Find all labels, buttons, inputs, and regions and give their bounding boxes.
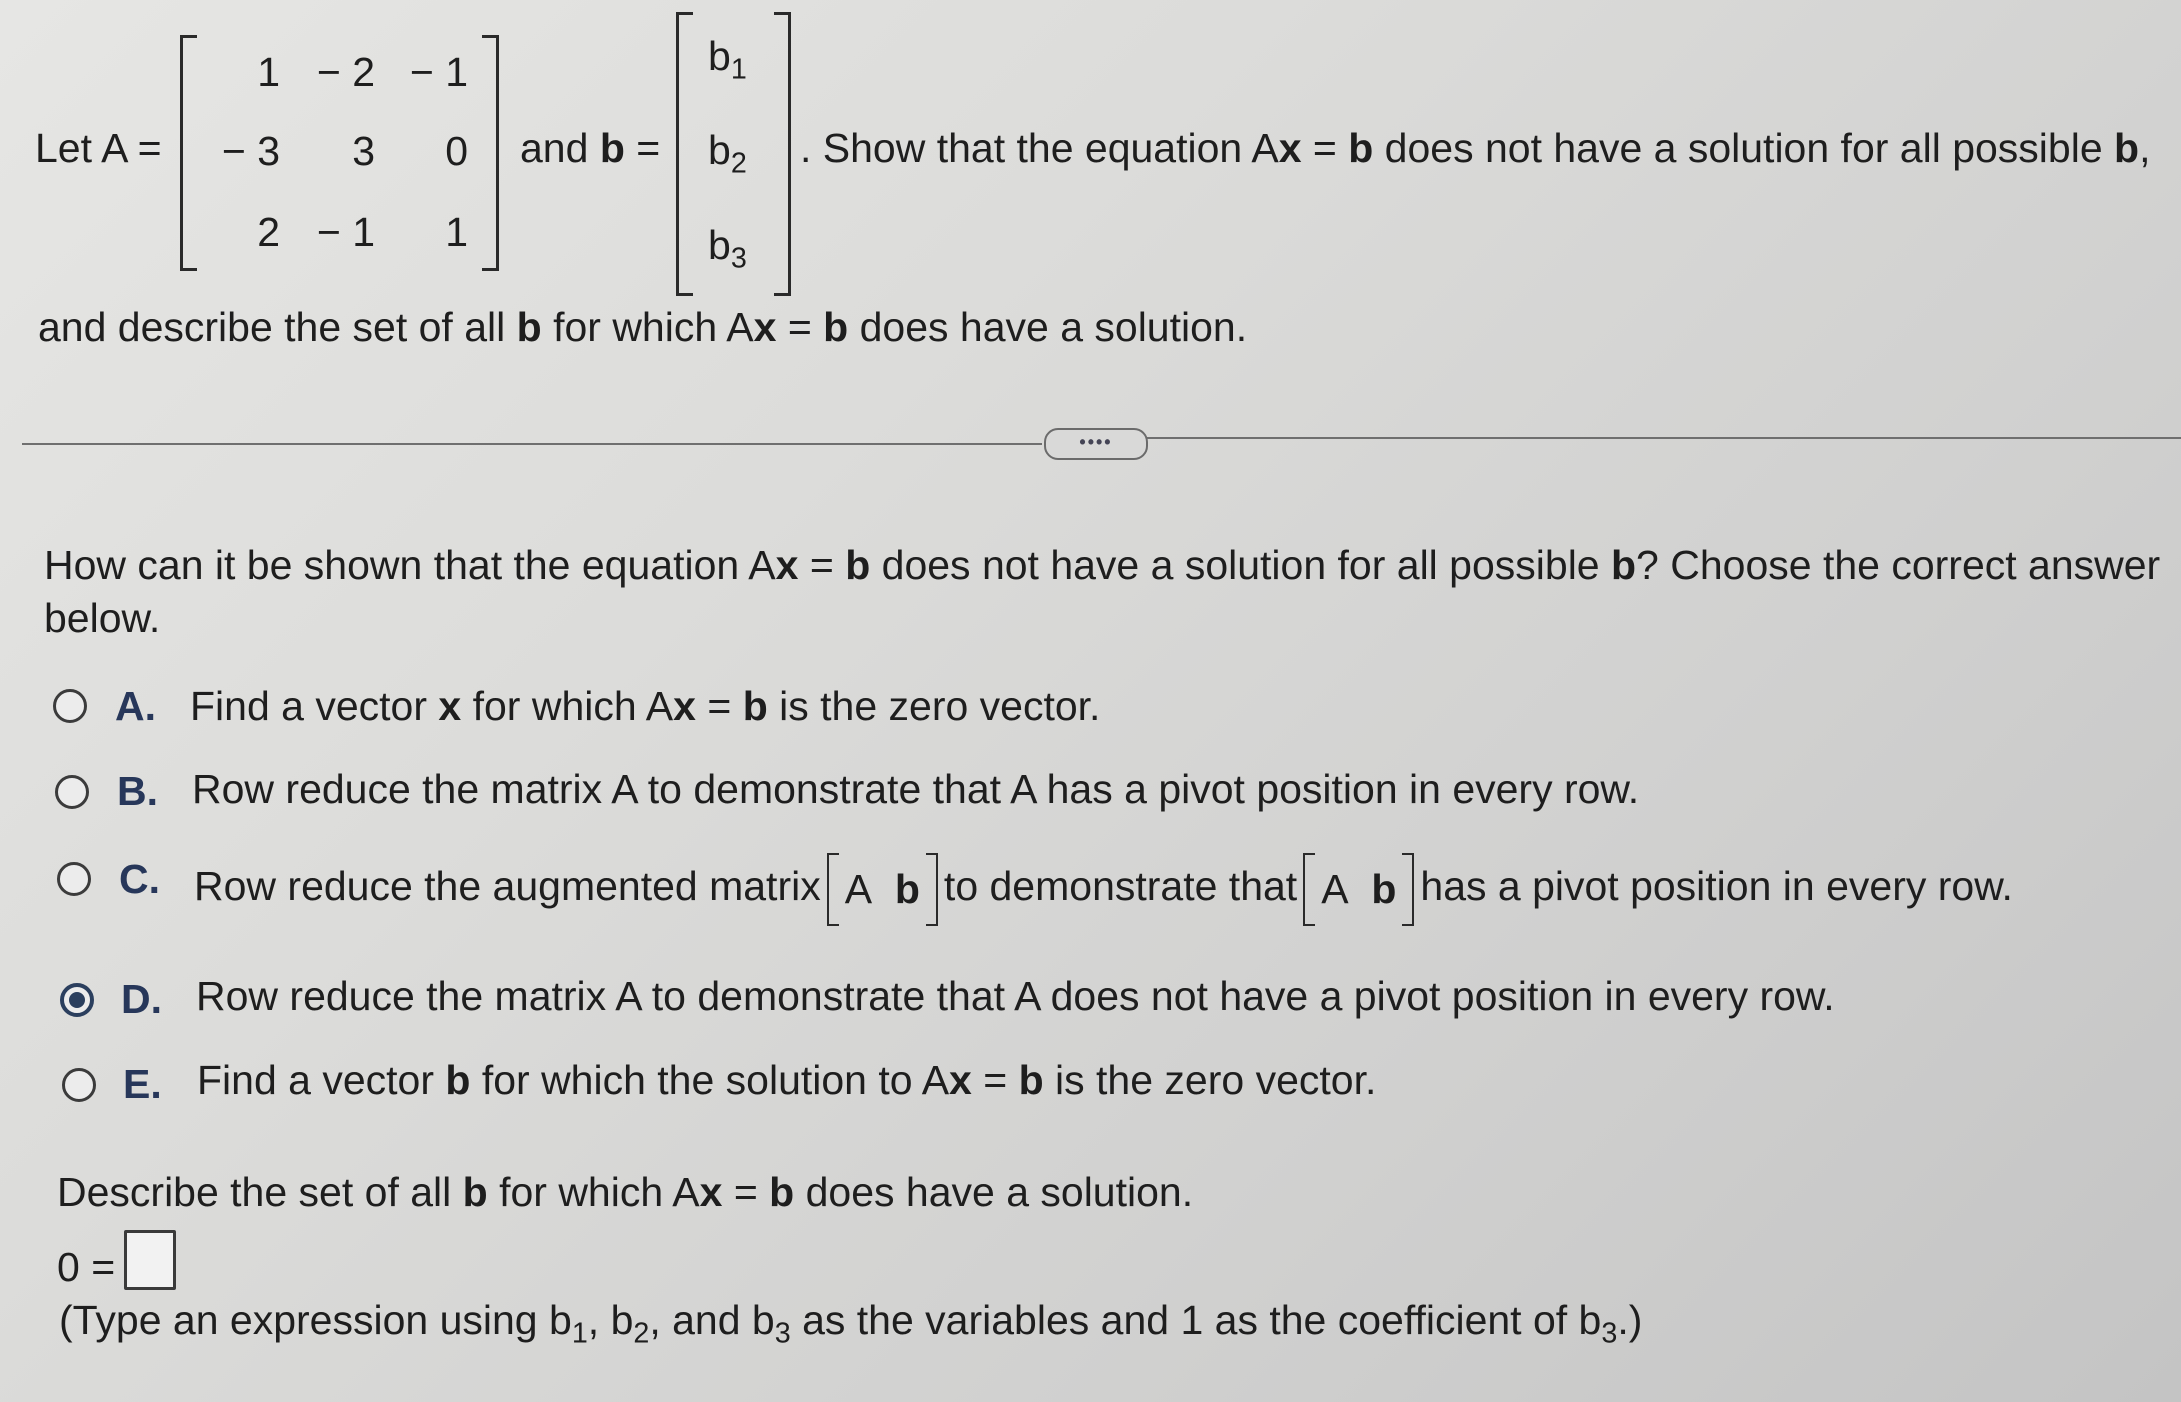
option-d-radio[interactable]: [60, 983, 94, 1017]
option-d-text: Row reduce the matrix A to demonstrate that A does not have a pivot position in every row.: [196, 973, 1835, 1019]
option-b-radio[interactable]: [55, 775, 89, 809]
augmented-matrix: A b: [1303, 869, 1414, 910]
matrix-a-cell: 3: [352, 128, 375, 174]
answer-input[interactable]: [124, 1230, 176, 1290]
divider-right: [1144, 437, 2181, 439]
question-1-text-line2: below.: [44, 595, 161, 641]
problem-statement: . Show that the equation Ax = b does not have a solution for all possible b,: [800, 125, 2151, 171]
vector-b-left-bracket: [676, 12, 693, 296]
matrix-a-cell: − 1: [409, 49, 468, 95]
matrix-a-cell: 1: [445, 209, 468, 255]
matrix-a-cell: − 3: [221, 128, 280, 174]
option-e-radio[interactable]: [62, 1068, 96, 1102]
vector-b-entry: $b_2$: [708, 127, 747, 180]
matrix-a-cell: − 1: [316, 209, 375, 255]
option-a-letter: A.: [115, 683, 156, 729]
option-e-text: Find a vector b for which the solution to Ax = b is the zero vector.: [197, 1057, 1377, 1103]
option-b-letter: B.: [117, 768, 158, 814]
show-more-button[interactable]: ••••: [1044, 428, 1148, 460]
option-a-radio[interactable]: [53, 689, 87, 723]
option-e-letter: E.: [123, 1061, 162, 1107]
vector-b-entry: $b_1$: [708, 33, 747, 86]
and-b-label: and b =: [520, 125, 661, 171]
vector-b-right-bracket: [774, 12, 791, 296]
matrix-a-right-bracket: [482, 35, 499, 271]
option-d-letter: D.: [121, 976, 162, 1022]
matrix-a-cell: 2: [257, 209, 280, 255]
option-b-text: Row reduce the matrix A to demonstrate that A has a pivot position in every row.: [192, 766, 1640, 812]
option-c-letter: C.: [119, 856, 160, 902]
matrix-a-cell: 1: [257, 49, 280, 95]
question-1-text: How can it be shown that the equation Ax = b does not have a solution for all possible b? Choose the correct answer: [44, 542, 2161, 588]
divider-left: [22, 443, 1042, 445]
option-c-radio[interactable]: [57, 862, 91, 896]
problem-statement-line2: and describe the set of all b for which Ax = b does have a solution.: [38, 304, 1248, 350]
answer-hint: (Type an expression using $b_1$, $b_2$, and $b_3$ as the variables and 1 as the coefficient of $b_3$.): [59, 1297, 1643, 1350]
equation-label: 0 =: [57, 1244, 116, 1290]
matrix-a-cell: 0: [445, 128, 468, 174]
let-a-label: Let A =: [35, 125, 162, 171]
augmented-matrix: A b: [827, 869, 938, 910]
question-2-text: Describe the set of all b for which Ax = b does have a solution.: [57, 1169, 1194, 1215]
matrix-a-cell: − 2: [316, 49, 375, 95]
vector-b-entry: $b_3$: [708, 222, 747, 275]
option-c-text: Row reduce the augmented matrix A b to demonstrate that A b has a pivot position in every row.: [194, 866, 2013, 910]
option-a-text: Find a vector x for which Ax = b is the zero vector.: [190, 683, 1101, 729]
